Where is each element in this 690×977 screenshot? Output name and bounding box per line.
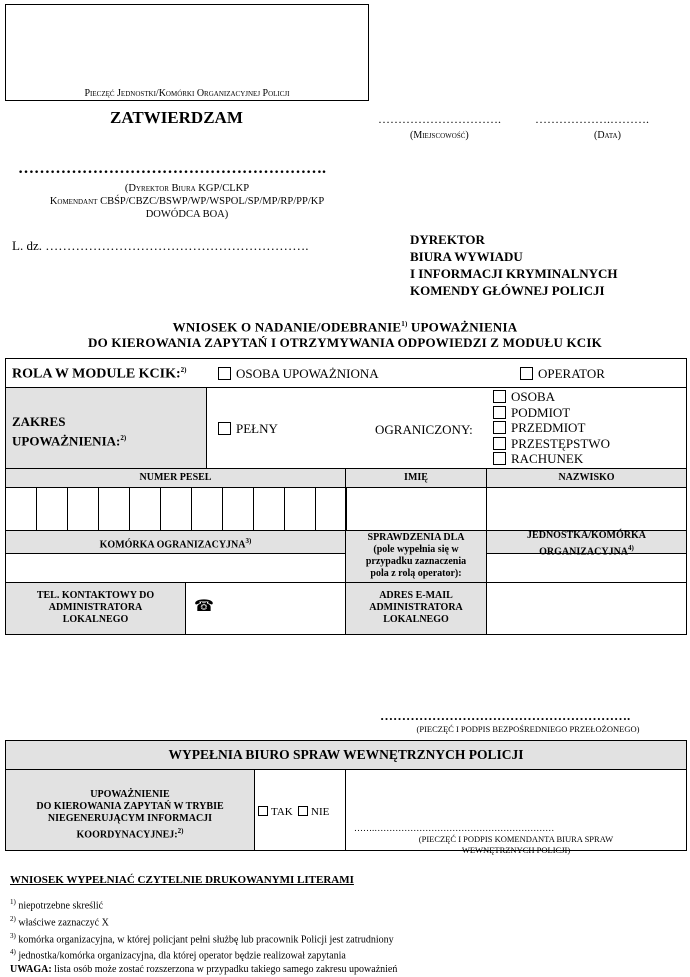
director-signature-dots[interactable]: …………………………………………………. (18, 160, 326, 177)
checkbox[interactable] (493, 437, 506, 450)
addressee-line: DYREKTOR (410, 232, 485, 247)
request-title-line1 (0, 316, 690, 335)
option-label: OPERATOR (538, 366, 605, 381)
option-label: PODMIOT (511, 404, 571, 420)
scope-label (12, 414, 126, 449)
unit-field[interactable] (5, 553, 346, 583)
checkbox[interactable] (493, 390, 506, 403)
scope-option-object[interactable] (493, 420, 610, 436)
scope-option-crime[interactable] (493, 436, 610, 452)
email-label-line: ADRES E-MAIL (379, 590, 453, 601)
director-line: Komendant CBŚP/CBZC/BSWP/WP/WSPOL/SP/MP/RP/PP/KP (49, 196, 325, 207)
scope-option-entity[interactable] (493, 405, 610, 421)
role-label-text: ROLA W MODULE KCIK: (12, 366, 181, 382)
checkbox[interactable] (493, 406, 506, 419)
phone-label (5, 590, 186, 626)
pesel-header: NUMER PESEL (5, 468, 346, 488)
warning (10, 963, 397, 977)
approve-heading: ZATWIERDZAM (110, 108, 243, 127)
pesel-digit-box[interactable] (67, 487, 99, 531)
checkbox[interactable] (493, 452, 506, 465)
checkbox[interactable] (218, 422, 231, 435)
footnote (10, 896, 397, 913)
pesel-digit-box[interactable] (98, 487, 130, 531)
stamp-label: Pieczęć Jednostki/Komórki Organizacyjnej Policji (84, 88, 290, 99)
footnote-text: właściwe zaznaczyć X (15, 917, 109, 929)
scope-full-option[interactable] (218, 421, 278, 437)
ia-yes-option[interactable] (258, 806, 293, 818)
option-label: RACHUNEK (511, 451, 584, 467)
email-field[interactable] (486, 582, 687, 635)
first-name-field[interactable] (345, 487, 487, 531)
scope-label-line: ZAKRES (12, 414, 66, 429)
checkbox[interactable] (298, 806, 308, 816)
role-option-operator[interactable] (520, 366, 605, 382)
phone-label-line: ADMINISTRATORA (48, 602, 143, 613)
checks-header-line: SPRAWDZENIA DLA (367, 532, 465, 543)
option-label: PRZESTĘPSTWO (511, 435, 610, 451)
scope-label-line (12, 430, 126, 449)
last-name-field[interactable] (486, 487, 687, 531)
request-title (0, 316, 690, 351)
ia-no-option[interactable] (298, 806, 329, 818)
director-line: DOWÓDCA BOA) (145, 209, 229, 220)
option-label: OSOBA UPOWAŻNIONA (236, 366, 379, 381)
stamp-box (5, 4, 369, 101)
addressee-line: I INFORMACJI KRYMINALNYCH (410, 266, 618, 281)
warning-text: lista osób może zostać rozszerzona w przypadku takiego samego zakresu upoważnień (51, 964, 398, 976)
footnote-ref: 2) (180, 366, 187, 374)
option-label: OSOBA (511, 389, 556, 404)
scope-limited-label: OGRANICZONY: (375, 422, 473, 437)
scope-label-text: UPOWAŻNIENIA: (12, 433, 121, 449)
checks-header-line: (pole wypełnia się w (373, 544, 459, 555)
pesel-digit-box[interactable] (315, 487, 347, 531)
ia-signature-label (345, 834, 687, 856)
supervisor-signature-dots[interactable]: …………………………………………………. (380, 708, 631, 723)
footnote-number: 4) (10, 948, 16, 957)
checks-header (345, 532, 487, 580)
addressee-line: KOMENDY GŁÓWNEJ POLICJI (410, 283, 605, 298)
option-label: PRZEDMIOT (511, 420, 586, 436)
pesel-digit-box[interactable] (160, 487, 192, 531)
footnotes (10, 896, 397, 977)
ia-auth-line: UPOWAŻNIENIE (90, 789, 170, 800)
footnote-number: 1) (10, 898, 16, 906)
footnote-ref: 2) (177, 827, 184, 835)
email-label-line: ADMINISTRATORA (369, 602, 463, 613)
email-label (345, 590, 487, 626)
option-label: TAK (271, 806, 293, 818)
footnote-ref: 1) (401, 320, 408, 328)
title-part: UPOWAŻNIENIA (407, 319, 518, 335)
footnote-text: komórka organizacyjna, w której policjant pełni służbę lub pracownik Policji jest zatrudniony (15, 933, 394, 945)
operator-unit-header-text: ORGANIZACYJNA (539, 546, 629, 558)
ia-auth-label (5, 789, 255, 841)
footnote (10, 930, 397, 947)
last-name-header: NAZWISKO (486, 468, 687, 488)
pesel-digit-box[interactable] (191, 487, 223, 531)
date-dots[interactable]: ……………….………. (535, 112, 649, 126)
place-label: (Miejscowość) (410, 130, 469, 141)
ia-signature-line: WEWNĘTRZNYCH POLICJI) (461, 845, 571, 855)
warning-label: UWAGA: (10, 964, 52, 976)
unit-header (5, 535, 346, 551)
ia-auth-text: KOORDYNACYJNEJ: (76, 829, 178, 841)
footnote (10, 946, 397, 963)
footnote-ref: 4) (628, 544, 634, 552)
footnote-ref: 2) (120, 434, 127, 442)
scope-limited-options (493, 389, 610, 467)
ia-signature-line: (PIECZĘĆ I PODPIS KOMENDANTA BIURA SPRAW (418, 834, 614, 844)
director-caption (5, 182, 369, 221)
internal-affairs-header: WYPEŁNIA BIURO SPRAW WEWNĘTRZNYCH POLICJI (5, 740, 687, 770)
checkbox[interactable] (258, 806, 268, 816)
unit-header-text: KOMÓRKA OGRANIZACYJNA (99, 539, 246, 551)
scope-option-person[interactable] (493, 389, 610, 405)
footnote-number: 2) (10, 914, 16, 923)
footnote-ref: 3) (245, 537, 252, 545)
footnote-number: 3) (10, 931, 16, 940)
operator-unit-header-line: JEDNOSTKA/KOMÓRKA (527, 530, 646, 541)
footnote (10, 913, 397, 930)
addressee (410, 231, 618, 299)
pesel-digit-box[interactable] (222, 487, 254, 531)
title-part: WNIOSEK O NADANIE/ODEBRANIE (172, 319, 402, 335)
checkbox[interactable] (520, 367, 533, 380)
date-label: (Data) (594, 130, 621, 141)
footnote-text: jednostka/komórka organizacyjna, dla której operator będzie realizował zapytania (15, 950, 346, 962)
reference-number[interactable]: L. dz. ……………………………………………………. (12, 238, 309, 253)
checkbox[interactable] (218, 367, 231, 380)
pesel-digit-box[interactable] (5, 487, 37, 531)
pesel-digit-box[interactable] (129, 487, 161, 531)
director-line: (Dyrektor Biura KGP/CLKP (124, 183, 250, 194)
place-dots[interactable]: …………………………. (378, 112, 501, 126)
ia-signature-dots[interactable]: …….…………………………………………………… (354, 823, 555, 833)
ia-auth-line: DO KIEROWANIA ZAPYTAŃ W TRYBIE (36, 801, 224, 812)
supervisor-signature-label: (PIECZĘĆ I PODPIS BEZPOŚREDNIEGO PRZEŁOŻONEGO) (416, 724, 640, 734)
option-label: NIE (311, 806, 330, 818)
pesel-digit-box[interactable] (36, 487, 68, 531)
addressee-line: BIURA WYWIADU (410, 249, 523, 264)
ia-auth-line: NIEGENERUJĄCYM INFORMACJI (47, 813, 213, 824)
scope-option-account[interactable] (493, 451, 610, 467)
phone-label-line: TEL. KONTAKTOWY DO (36, 590, 155, 601)
checks-header-line: przypadku zaznaczenia (365, 556, 467, 567)
operator-unit-field[interactable] (486, 553, 687, 583)
pesel-digit-box[interactable] (253, 487, 285, 531)
pesel-digit-box[interactable] (284, 487, 316, 531)
phone-label-line: LOKALNEGO (62, 614, 129, 625)
ia-auth-line (5, 825, 255, 841)
role-label (12, 366, 187, 383)
request-title-line2: DO KIEROWANIA ZAPYTAŃ I OTRZYMYWANIA ODPOWIEDZI Z MODUŁU KCIK (88, 335, 602, 351)
email-label-line: LOKALNEGO (383, 614, 449, 625)
option-label: PEŁNY (236, 421, 278, 436)
checkbox[interactable] (493, 421, 506, 434)
phone-icon: ☎ (194, 598, 214, 615)
role-option-authorized[interactable] (218, 366, 379, 382)
first-name-header: IMIĘ (345, 468, 487, 488)
footnote-text: niepotrzebne skreślić (15, 900, 104, 912)
fill-instruction: WNIOSEK WYPEŁNIAĆ CZYTELNIE DRUKOWANYMI LITERAMI (10, 874, 354, 886)
checks-header-line: pola z rolą operator): (370, 568, 462, 579)
